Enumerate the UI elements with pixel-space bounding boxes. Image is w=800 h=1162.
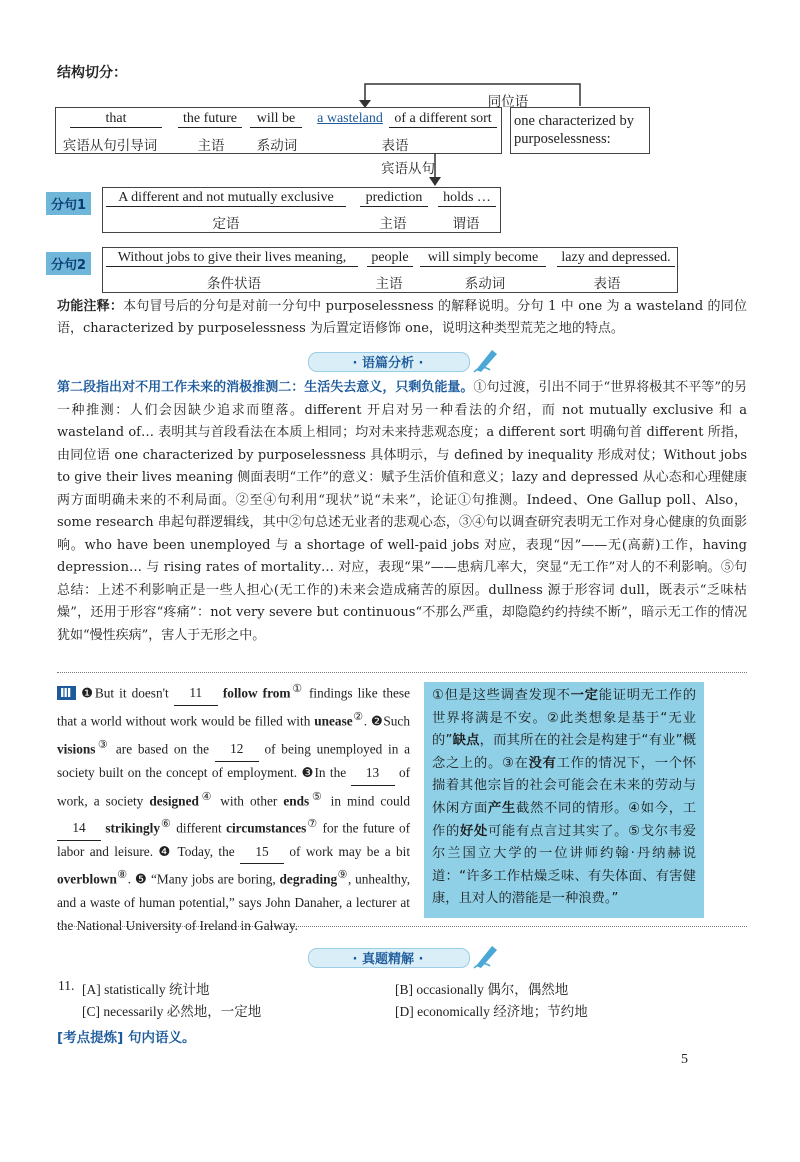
- blank-14[interactable]: 14: [57, 817, 101, 841]
- keyword-degrading: degrading: [279, 871, 338, 887]
- keyword-designed: designed: [149, 793, 199, 809]
- translation-highlight: 没有: [528, 755, 557, 771]
- analysis-lead: 第二段指出对不用工作未来的消极推测二：生活失去意义，只剩负能量。: [57, 380, 474, 395]
- paragraph-marker: Ⅲ: [57, 686, 76, 700]
- keyword-visions: visions: [57, 741, 96, 757]
- pen-icon: [472, 940, 500, 970]
- segment-holds: holds …: [438, 190, 496, 207]
- sentence-3-part: In the: [314, 765, 347, 781]
- appositive-text-line1: one characterized by: [514, 113, 634, 129]
- option-a[interactable]: [A] statistically 统计地: [82, 982, 210, 997]
- translation-highlight: 产生: [488, 800, 517, 816]
- segment-a-wasteland: a wasteland: [317, 111, 383, 126]
- label-predicative-2: 表语: [593, 276, 621, 292]
- segment-of-a-different-sort: of a different sort: [389, 111, 497, 128]
- sentence-5-rest: , unhealthy, and a waste of human potential,” says John Danaher, a lecturer at the National University of Ireland in Galway.: [57, 871, 411, 933]
- sentence-3-mid: of work, a society: [57, 765, 411, 809]
- segment-people: people: [367, 250, 413, 267]
- section-title-exam: · 真题精解 ·: [352, 952, 424, 967]
- clause-tag-1: 分句1: [46, 192, 91, 215]
- sentence-3-mid4: different: [176, 820, 222, 836]
- translation-highlight: 缺点: [452, 733, 480, 749]
- sentence-4-part: Today, the: [177, 843, 235, 859]
- label-subject: 主语: [197, 138, 225, 154]
- label-linking-verb-2: 系动词: [464, 276, 506, 292]
- keyword-strikingly: strikingly: [105, 820, 160, 836]
- discourse-analysis: [57, 377, 747, 647]
- segment-the-future: the future: [178, 111, 242, 128]
- sentence-3-mid2: with other: [220, 793, 278, 809]
- segment-prediction: prediction: [360, 190, 428, 207]
- appositive-text-line2: purposelessness:: [514, 131, 611, 147]
- section-banner-exam: [300, 946, 500, 968]
- option-d[interactable]: [D] economically 经济地；节约地: [395, 1004, 588, 1019]
- keyword-overblown: overblown: [57, 871, 117, 887]
- keyword-ends: ends: [283, 793, 310, 809]
- sentence-1-rest: findings like these that a world without work would be filled with: [57, 685, 410, 729]
- translation-highlight: 一定: [570, 688, 599, 703]
- sentence-3-mid3: in mind could: [330, 793, 410, 809]
- segment-without-jobs: Without jobs to give their lives meaning,: [106, 250, 358, 267]
- label-conditional-adverbial: 条件状语: [207, 276, 261, 292]
- divider-top: [57, 672, 747, 673]
- sentence-2-part: Such: [383, 713, 410, 729]
- label-attributive: 定语: [212, 216, 240, 232]
- keyword-follow-from: follow from: [222, 685, 291, 701]
- function-note-text: 本句冒号后的分句是对前一分句中 purposelessness 的解释说明。分句 1 中 one 为 a wasteland 的同位语，characterized by purposelessness 为后置定语修饰 one，说明这种类型荒芜之地的特点。: [57, 299, 747, 336]
- segment-will-simply-become: will simply become: [420, 250, 546, 267]
- sentence-5-part: “Many jobs are boring,: [151, 871, 276, 887]
- segment-lazy-and-depressed: lazy and depressed.: [557, 250, 675, 267]
- keyword-unease: unease: [314, 713, 353, 729]
- label-predicate: 谓语: [452, 216, 480, 232]
- label-linking-verb: 系动词: [256, 138, 298, 154]
- page-number: 5: [681, 1052, 688, 1067]
- translation-part: ，而其所在的社会是构建于“有业”概念之上的。③在: [432, 733, 697, 771]
- sentence-3-rest: for the future of labor and leisure.: [57, 820, 411, 859]
- section-heading: 结构切分：: [57, 65, 127, 81]
- segment-will-be: will be: [250, 111, 302, 128]
- key-point: [考点提炼] 句内语义。: [57, 1030, 196, 1046]
- translation-part: 可能有点言过其实了。⑤戈尔韦爱尔兰国立大学的一位讲师约翰·丹纳赫说道：“许多工作枯燥乏味、有失体面、有害健康，且对人的潜能是一种浪费。”: [432, 823, 697, 907]
- object-clause-label: 宾语从句: [381, 161, 435, 177]
- sentence-4-mid: of work may be a bit: [289, 843, 411, 859]
- passage-paragraph: Ⅲ ❶But it doesn't 11 follow from① findings like these that a world without work would be filled with unease②. ❷Such visions③ are based on the 12 of being unemployed in a society built on the concept of employment. ❸In the 13 of work, a society designed④ with other ends⑤ in mind could 14 strikingly⑥ different circumstances⑦ for the future of labor and leisure. ❹ Today, the 15 of work may be a bit overblown⑧. ❺ “Many jobs are boring, degrading⑨, unhealthy, and a waste of human potential,” says John Danaher, a lecturer at the National University of Ireland in Galway.: [57, 683, 411, 933]
- label-object-clause-introducer: 宾语从句引导词: [62, 138, 158, 154]
- translation-part: 能证明无工作的世界将满是不安。②此类想象是基于“无业的”: [432, 688, 697, 749]
- segment-a-different-prediction-modifier: A different and not mutually exclusive: [106, 190, 346, 207]
- question-number: 11.: [58, 978, 75, 993]
- sentence-number-1: ❶: [81, 686, 95, 702]
- label-subject-3: 主语: [375, 276, 403, 292]
- translation-part: 工作的情况下，一个怀揣着其他宗旨的社会可能会在未来的劳动与休闲方面: [432, 755, 697, 816]
- translation-highlight: 好处: [460, 823, 489, 839]
- pen-icon: [472, 344, 500, 374]
- label-subject-2: 主语: [379, 216, 407, 232]
- keyword-circumstances: circumstances: [226, 820, 307, 836]
- appositive-connector: [355, 78, 585, 110]
- blank-12[interactable]: 12: [215, 738, 259, 762]
- blank-15[interactable]: 15: [240, 841, 284, 865]
- translation-part: 截然不同的情形。④如今，工作的: [432, 800, 697, 839]
- sentence-2-rest: of being unemployed in a society built on the concept of employment.: [57, 741, 410, 781]
- blank-13[interactable]: 13: [351, 762, 395, 786]
- translation-part: ①但是这些调查发现不: [432, 688, 571, 703]
- option-b[interactable]: [B] occasionally 偶尔，偶然地: [395, 982, 569, 997]
- divider-bottom: [57, 926, 747, 927]
- analysis-body: ①句过渡，引出不同于“世界将极其不平等”的另一种推测：人们会因缺少追求而堕落。different 开启对另一种看法的介绍，而 not mutually exclusive 和 a wasteland of… 表明其与首段看法在本质上相同；均对未来持悲观态度；a different sort 明确句首 different 所指，由同位语 one characterized by purposelessness 具体明示，与 defined by inequality 形成对仗；Without jobs to give their lives meaning 侧面表明“工作”的意义：赋予生活价值和意义；lazy and depressed 从心态和心理健康两方面明确未来的不利局面。②至④句利用“现状”说“未来”，论证①句推测。Indeed、One Gallup poll、Also，some research 串起句群逻辑线，其中②句总述无业者的悲观心态，③④句以调查研究表明无工作对身心健康的负面影响。who have been unemployed 与 a shortage of well-paid jobs 对应，表现“因”——无(高薪)工作，having depression… 与 rising rates of mortality… 对应，表现“果”——患病几率大，突显“无工作”对人的不利影响。⑤句总结：上述不利影响正是一些人担心(无工作的)未来会造成痛苦的原因。dullness 源于形容词 dull，既表示“乏味枯燥”，还用于形容“疼痛”：not very severe but continuous“不那么严重，却隐隐约约持续不断”，暗示无工作的情况犹如“慢性疾病”，害人于无形之中。: [57, 380, 747, 643]
- clause-tag-2: 分句2: [46, 252, 91, 275]
- translation-box: [424, 682, 704, 918]
- blank-11[interactable]: 11: [174, 682, 218, 706]
- appositive-label: 同位语: [487, 94, 529, 110]
- sentence-2-mid: are based on the: [115, 741, 210, 757]
- segment-that: that: [70, 111, 162, 128]
- section-banner-discourse: [300, 350, 500, 372]
- section-title-discourse: · 语篇分析 ·: [352, 356, 424, 371]
- option-c[interactable]: [C] necessarily 必然地，一定地: [82, 1004, 262, 1019]
- function-note-label: 功能注释：: [57, 299, 124, 314]
- function-note: [57, 296, 747, 340]
- sentence-1-part: But it doesn't: [94, 685, 169, 701]
- label-predicative: 表语: [381, 138, 409, 154]
